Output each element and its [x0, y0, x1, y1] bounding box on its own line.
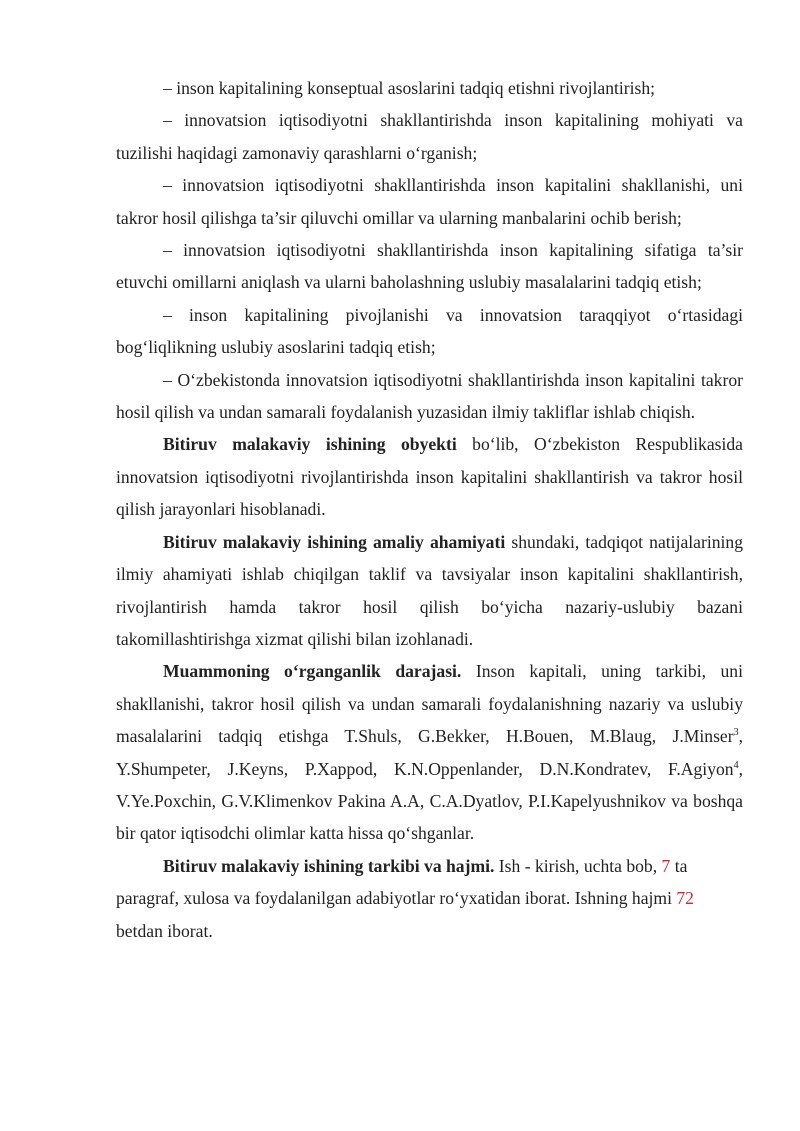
- practical-heading: Bitiruv malakaviy ishining amaliy ahamiyati: [163, 531, 506, 552]
- study-paragraph: [116, 655, 743, 849]
- chapter-count: 7: [661, 855, 671, 876]
- practical-text: shundaki, tadqiqot natijalarining ilmiy ahamiyati ishlab chiqilgan taklif va tavsiyalar inson kapitalini shakllantirish, rivojlantirish hamda takror hosil qilish bo‘yicha nazariy-uslubiy bazani takomillashtirishga xizmat qilishi bilan izohlanadi.: [116, 531, 743, 649]
- structure-text: ta paragraf, xulosa va foydalanilgan adabiyotlar ro‘yxatidan iborat. Ishning hajmi: [116, 855, 688, 909]
- practical-paragraph: [116, 526, 743, 656]
- object-heading: Bitiruv malakaviy ishining obyekti: [163, 434, 457, 455]
- task-item: – inson kapitalining pivojlanishi va innovatsion taraqqiyot o‘rtasidagi bog‘liqlikning uslubiy asoslarini tadqiq etish;: [116, 304, 743, 358]
- study-text: , Y.Shumpeter, J.Keyns, P.Xappod, K.N.Oppenlander, D.N.Kondratev, F.Agiyon: [116, 726, 743, 779]
- task-item: – innovatsion iqtisodiyotni shakllantirishda inson kapitalini shakllanishi, uni takror hosil qilishga ta’sir qiluvchi omillar va ularning manbalarini ochib berish;: [116, 175, 743, 228]
- task-item: – innovatsion iqtisodiyotni shakllantirishda inson kapitalining sifatiga ta’sir etuvchi omillarni aniqlash va ularni baholashning uslubiy masalalarini tadqiq etish;: [116, 240, 743, 293]
- structure-text: Ish - kirish, uchta bob,: [494, 855, 662, 876]
- study-text: Inson kapitali, uning tarkibi, uni shakllanishi, takror hosil qilish va undan samarali foydalanishning nazariy va uslubiy masalalarini tadqiq etishga T.Shuls, G.Bekker, H.Bouen, M.Blaug, J.Minser: [116, 661, 743, 747]
- task-item: – O‘zbekistonda innovatsion iqtisodiyotni shakllantirishda inson kapitalini takror hosil qilish va undan samarali foydalanish yuzasidan ilmiy takliflar ishlab chiqish.: [116, 369, 743, 423]
- object-paragraph: [116, 428, 743, 525]
- document-page: [116, 72, 743, 947]
- study-heading: Muammoning o‘rganganlik darajasi.: [163, 661, 462, 682]
- study-text: , V.Ye.Poxchin, G.V.Klimenkov Pakina A.A, C.A.Dyatlov, P.I.Kapelyushnikov va boshqa bir qator iqtisodchi olimlar katta hissa qo‘shganlar.: [116, 758, 743, 844]
- structure-paragraph: [116, 850, 743, 947]
- task-item: – inson kapitalining konseptual asoslarini tadqiq etishni rivojlantirish;: [163, 78, 656, 98]
- page-count: 72: [676, 888, 694, 909]
- structure-text: betdan iborat.: [116, 920, 213, 941]
- object-text: bo‘lib, O‘zbekiston Respublikasida innovatsion iqtisodiyotni rivojlantirishda inson kapitalini shakllantirish va takror hosil qilish jarayonlari hisoblanadi.: [116, 434, 743, 520]
- structure-heading: Bitiruv malakaviy ishining tarkibi va hajmi.: [163, 855, 495, 876]
- footnote-ref: 3: [733, 727, 739, 739]
- footnote-ref: 4: [733, 759, 739, 771]
- task-item: – innovatsion iqtisodiyotni shakllantirishda inson kapitalining mohiyati va tuzilishi haqidagi zamonaviy qarashlarni o‘rganish;: [116, 110, 743, 163]
